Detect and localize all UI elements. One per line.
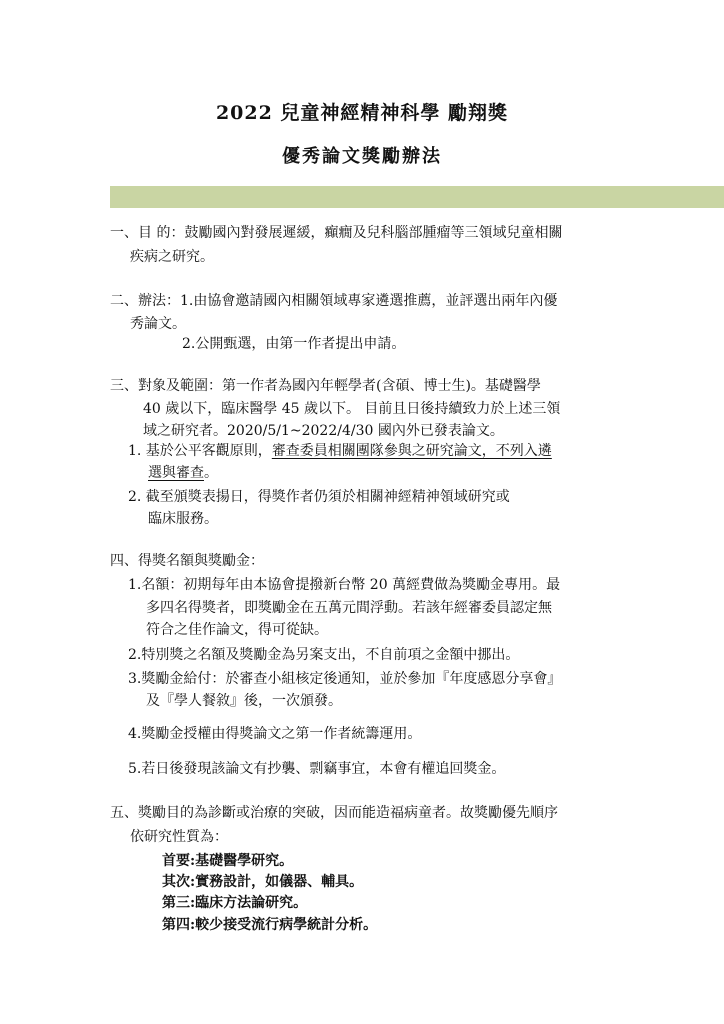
section-4-item-2: 2.特別獎之名額及獎勵金為另案支出，不自前項之金額中挪出。	[128, 647, 520, 663]
section-3-item-1-prefix: 1. 基於公平客觀原則，	[128, 443, 272, 459]
section-divider-band	[110, 186, 724, 208]
section-4-item-1-line-2: 多四名得獎者，即獎勵金在五萬元間浮動。若該年經審委員認定無	[146, 600, 552, 616]
section-4-item-3-line-2: 及『學人餐敘』後，一次頒發。	[146, 693, 342, 709]
section-4-item-3-line-1: 3.獎勵金給付：於審查小組核定後通知，並於參加『年度感恩分享會』	[128, 671, 562, 687]
section-1-line-1: 一、目 的：鼓勵國內對發展遲緩，癲癇及兒科腦部腫瘤等三領域兒童相關	[110, 225, 563, 241]
section-2-line-2: 秀論文。	[130, 316, 186, 332]
section-3-item-1-cont-underlined: 選與審查	[148, 465, 204, 481]
section-3-line-3: 域之研究者。2020/5/1~2022/4/30 國內外已發表論文。	[143, 423, 504, 439]
priority-first: 首要:基礎醫學研究。	[162, 853, 294, 869]
priority-fourth: 第四:較少接受流行病學統計分析。	[162, 917, 378, 933]
priority-second: 其次:實務設計，如儀器、輔具。	[162, 874, 364, 890]
section-3-item-2-line-2: 臨床服務。	[148, 511, 218, 527]
document-title: 2022 兒童神經精神科學 勵翔獎	[215, 102, 509, 124]
section-3-line-2: 40 歲以下，臨床醫學 45 歲以下。 目前且日後持續致力於上述三領	[143, 401, 561, 417]
section-5-line-2: 依研究性質為：	[130, 829, 228, 845]
priority-third: 第三:臨床方法論研究。	[162, 895, 308, 911]
section-3-item-2-line-1: 2. 截至頒獎表揚日，得獎作者仍須於相關神經精神領域研究或	[128, 489, 510, 505]
section-3-item-1-cont	[148, 462, 218, 482]
section-5-line-1: 五、獎勵目的為診斷或治療的突破，因而能造福病童者。故獎勵優先順序	[110, 805, 558, 821]
section-4-heading: 四、得獎名額與獎勵金：	[110, 553, 264, 569]
section-4-item-1-line-1: 1.名額：初期每年由本協會提撥新台幣 20 萬經費做為獎勵金專用。最	[128, 577, 561, 593]
section-4-item-4: 4.獎勵金授權由得獎論文之第一作者統籌運用。	[128, 726, 422, 742]
section-3-item-1-end: 。	[204, 465, 218, 481]
section-2-line-1: 二、辦法：1.由協會邀請國內相關領域專家遴選推薦，並評選出兩年內優	[110, 293, 558, 309]
section-4-item-1-line-3: 符合之佳作論文，得可從缺。	[146, 622, 328, 638]
section-3-item-1	[128, 440, 552, 460]
section-3-item-1-underlined: 審查委員相關團隊參與之研究論文，不列入遴	[271, 443, 552, 459]
section-1-line-2: 疾病之研究。	[130, 249, 214, 265]
section-4-item-5: 5.若日後發現該論文有抄襲、剽竊事宜，本會有權追回獎金。	[128, 761, 506, 777]
section-2-line-3: 2.公開甄選，由第一作者提出申請。	[182, 336, 406, 352]
section-3-line-1: 三、對象及範圍：第一作者為國內年輕學者(含碩、博士生)。基礎醫學	[110, 378, 541, 394]
document-subtitle: 優秀論文獎勵辦法	[282, 146, 442, 167]
